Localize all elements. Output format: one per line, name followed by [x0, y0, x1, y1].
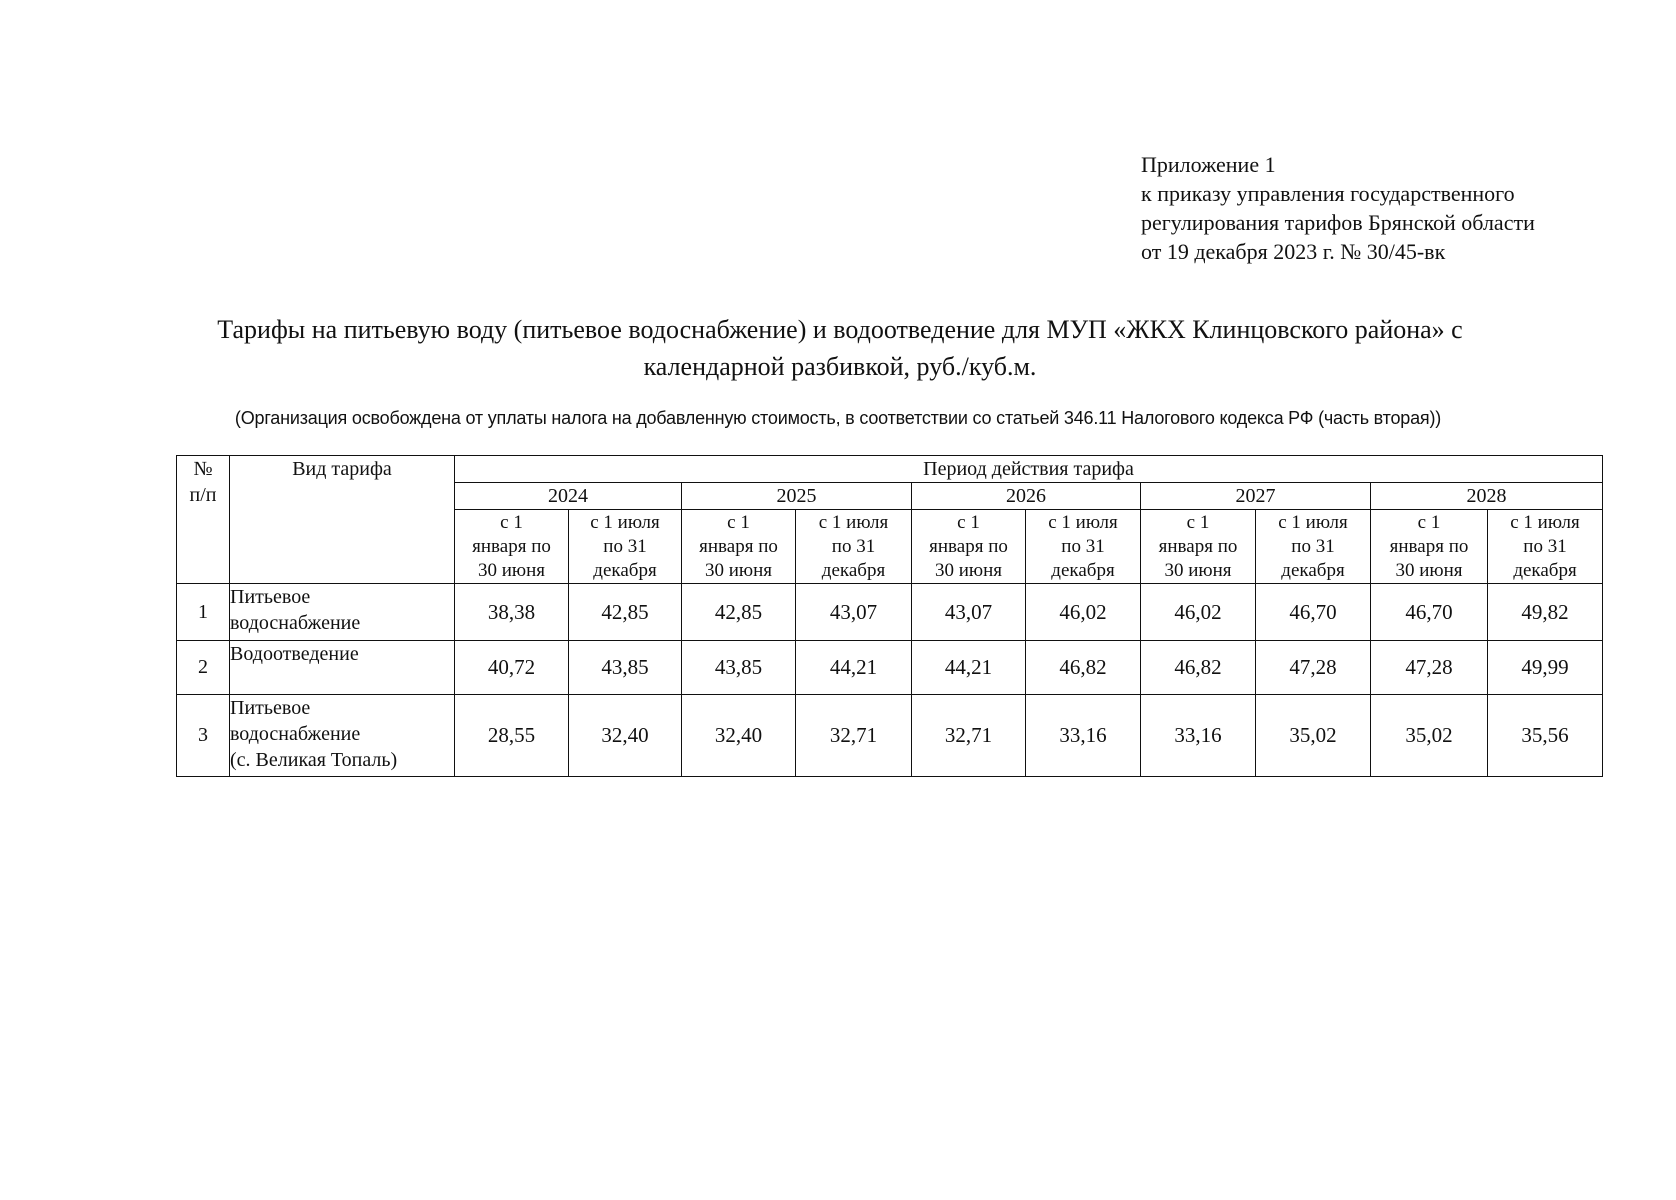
- tariff-value: 49,82: [1488, 584, 1603, 641]
- header-year: 2027: [1141, 483, 1371, 510]
- header-half1: с 1 января по 30 июня: [682, 510, 796, 584]
- row-tariff-name: Водоотведение: [230, 641, 455, 695]
- header-half1: с 1 января по 30 июня: [1371, 510, 1488, 584]
- header-half2: с 1 июля по 31 декабря: [1256, 510, 1371, 584]
- header-half1: с 1 января по 30 июня: [455, 510, 569, 584]
- vat-note: (Организация освобождена от уплаты налога на добавленную стоимость, в соответствии со статьей 346.11 Налогового кодекса РФ (часть вторая)): [234, 408, 1442, 428]
- header-year: 2028: [1371, 483, 1603, 510]
- table-row: [177, 584, 1603, 641]
- tariff-value: 33,16: [1026, 695, 1141, 777]
- tariff-value: 33,16: [1141, 695, 1256, 777]
- header-num: [177, 456, 230, 584]
- tariff-value: 43,85: [569, 641, 682, 695]
- header-half2: с 1 июля по 31 декабря: [796, 510, 912, 584]
- table-row: [177, 641, 1603, 695]
- header-year: 2026: [912, 483, 1141, 510]
- appendix-header: [1141, 150, 1535, 266]
- row-tariff-name: Питьевое водоснабжение: [230, 584, 455, 641]
- tariff-value: 42,85: [569, 584, 682, 641]
- tariff-value: 32,71: [912, 695, 1026, 777]
- header-year: 2025: [682, 483, 912, 510]
- appendix-line: к приказу управления государственного: [1141, 181, 1515, 206]
- tariff-value: 46,02: [1141, 584, 1256, 641]
- header-year: 2024: [455, 483, 682, 510]
- tariff-value: 43,85: [682, 641, 796, 695]
- header-half2: с 1 июля по 31 декабря: [1026, 510, 1141, 584]
- tariff-value: 43,07: [796, 584, 912, 641]
- header-num-line: №: [193, 458, 213, 480]
- tariff-value: 46,02: [1026, 584, 1141, 641]
- header-half1: с 1 января по 30 июня: [1141, 510, 1256, 584]
- tariff-value: 35,56: [1488, 695, 1603, 777]
- title-line: Тарифы на питьевую воду (питьевое водоснабжение) и водоотведение для МУП «ЖКХ Клинцовского района» с: [217, 315, 1463, 344]
- row-number: 1: [177, 584, 230, 641]
- tariff-table: [176, 455, 1603, 777]
- header-half1: с 1 января по 30 июня: [912, 510, 1026, 584]
- tariff-value: 44,21: [912, 641, 1026, 695]
- tariff-value: 46,82: [1141, 641, 1256, 695]
- tariff-value: 46,70: [1371, 584, 1488, 641]
- header-half2: с 1 июля по 31 декабря: [569, 510, 682, 584]
- document-title: [130, 311, 1550, 385]
- tariff-value: 35,02: [1371, 695, 1488, 777]
- appendix-line: от 19 декабря 2023 г. № 30/45-вк: [1141, 239, 1446, 264]
- tariff-value: 35,02: [1256, 695, 1371, 777]
- tariff-value: 43,07: [912, 584, 1026, 641]
- header-num-line: п/п: [189, 484, 217, 506]
- row-number: 2: [177, 641, 230, 695]
- tariff-value: 46,82: [1026, 641, 1141, 695]
- tariff-value: 47,28: [1371, 641, 1488, 695]
- header-period: Период действия тарифа: [455, 456, 1603, 483]
- tariff-value: 32,40: [682, 695, 796, 777]
- appendix-line: регулирования тарифов Брянской области: [1141, 210, 1535, 235]
- appendix-line: Приложение 1: [1141, 152, 1276, 177]
- tariff-value: 32,71: [796, 695, 912, 777]
- title-line: календарной разбивкой, руб./куб.м.: [643, 352, 1037, 381]
- tariff-value: 49,99: [1488, 641, 1603, 695]
- tariff-value: 46,70: [1256, 584, 1371, 641]
- row-tariff-name: Питьевое водоснабжение (с. Великая Топаль): [230, 695, 455, 777]
- table-row: [177, 695, 1603, 777]
- header-half2: с 1 июля по 31 декабря: [1488, 510, 1603, 584]
- row-number: 3: [177, 695, 230, 777]
- tariff-value: 40,72: [455, 641, 569, 695]
- tariff-value: 32,40: [569, 695, 682, 777]
- tariff-value: 28,55: [455, 695, 569, 777]
- tariff-value: 38,38: [455, 584, 569, 641]
- tariff-value: 42,85: [682, 584, 796, 641]
- tariff-value: 44,21: [796, 641, 912, 695]
- header-tariff-kind: Вид тарифа: [230, 456, 455, 584]
- tariff-value: 47,28: [1256, 641, 1371, 695]
